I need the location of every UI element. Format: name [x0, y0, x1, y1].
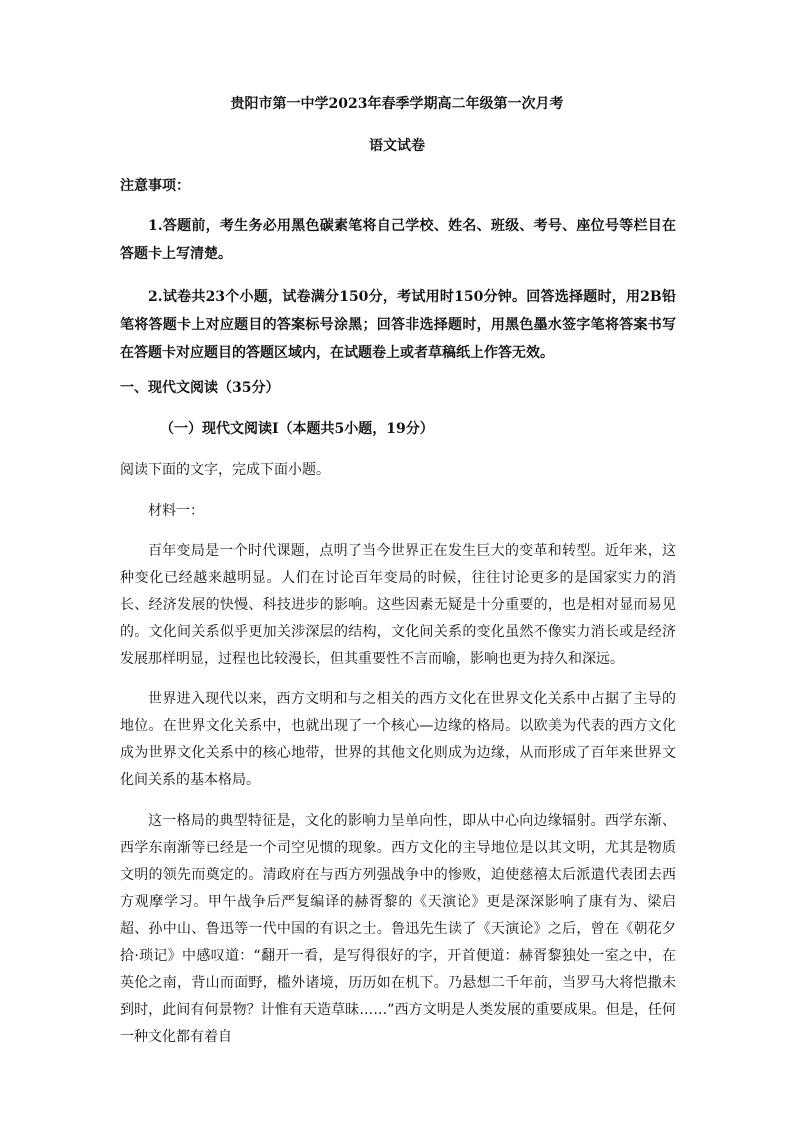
notice-item: 1.答题前，考生务必用黑色碳素笔将自己学校、姓名、班级、考号、座位号等栏目在答题卡上写清楚。 [120, 218, 676, 262]
body-paragraph: 百年变局是一个时代课题，点明了当今世界正在发生巨大的变革和转型。近年来，这种变化已经越来越明显。人们在讨论百年变局的时候，往往讨论更多的是国家实力的消长、经济发展的快慢、科技进步的影响。这些因素无疑是十分重要的，也是相对显而易见的。文化间关系似乎更加关涉深层的结构，文化间关系的变化虽然不像实力消长或是经济发展那样明显，过程也比较漫长，但其重要性不言而喻，影响也更为持久和深远。 [120, 543, 676, 667]
reading-instruction: 阅读下面的文字，完成下面小题。 [120, 462, 330, 478]
exam-title: 贵阳市第一中学2023年春季学期高二年级第一次月考 [230, 96, 564, 112]
subsection-heading: （一）现代文阅读Ⅰ（本题共5小题，19分） [160, 421, 434, 437]
body-paragraph: 世界进入现代以来，西方文明和与之相关的西方文化在世界文化关系中占据了主导的地位。在世界文化关系中，也就出现了一个核心—边缘的格局。以欧美为代表的西方文化成为世界文化关系中的核心地带，世界的其他文化则成为边缘，从而形成了百年来世界文化间关系的基本格局。 [120, 691, 676, 788]
notice-item: 2.试卷共23个小题，试卷满分150分，考试用时150分钟。回答选择题时，用2B铅笔将答题卡上对应题目的答案标号涂黑；回答非选择题时，用黑色墨水签字笔将答案书写在答题卡对应题目的答题区域内，在试题卷上或者草稿纸上作答无效。 [120, 289, 676, 361]
subject-title: 语文试卷 [369, 138, 425, 154]
notice-heading: 注意事项： [120, 178, 190, 194]
section-heading: 一、现代文阅读（35分） [120, 380, 280, 396]
material-label: 材料一： [148, 503, 204, 519]
body-paragraph: 这一格局的典型特征是，文化的影响力呈单向性，即从中心向边缘辐射。西学东渐、西学东南渐等已经是一个司空见惯的现象。西方文化的主导地位是以其文明，尤其是物质文明的领先而奠定的。清政府在与西方列强战争中的惨败，迫使慈禧太后派遣代表团去西方观摩学习。甲午战争后严复编译的赫胥黎的《天演论》更是深深影响了康有为、梁启超、孙中山、鲁迅等一代中国的有识之士。鲁迅先生读了《天演论》之后，曾在《朝花夕拾·琐记》中感叹道：“翻开一看，是写得很好的字，开首便道：赫胥黎独处一室之中，在英伦之南，背山而面野，槛外诸境，历历如在机下。乃悬想二千年前，当罗马大将恺撒未到时，此间有何景物？计惟有天造草昧……”西方文明是人类发展的重要成果。但是，任何一种文化都有着自 [120, 813, 676, 1045]
